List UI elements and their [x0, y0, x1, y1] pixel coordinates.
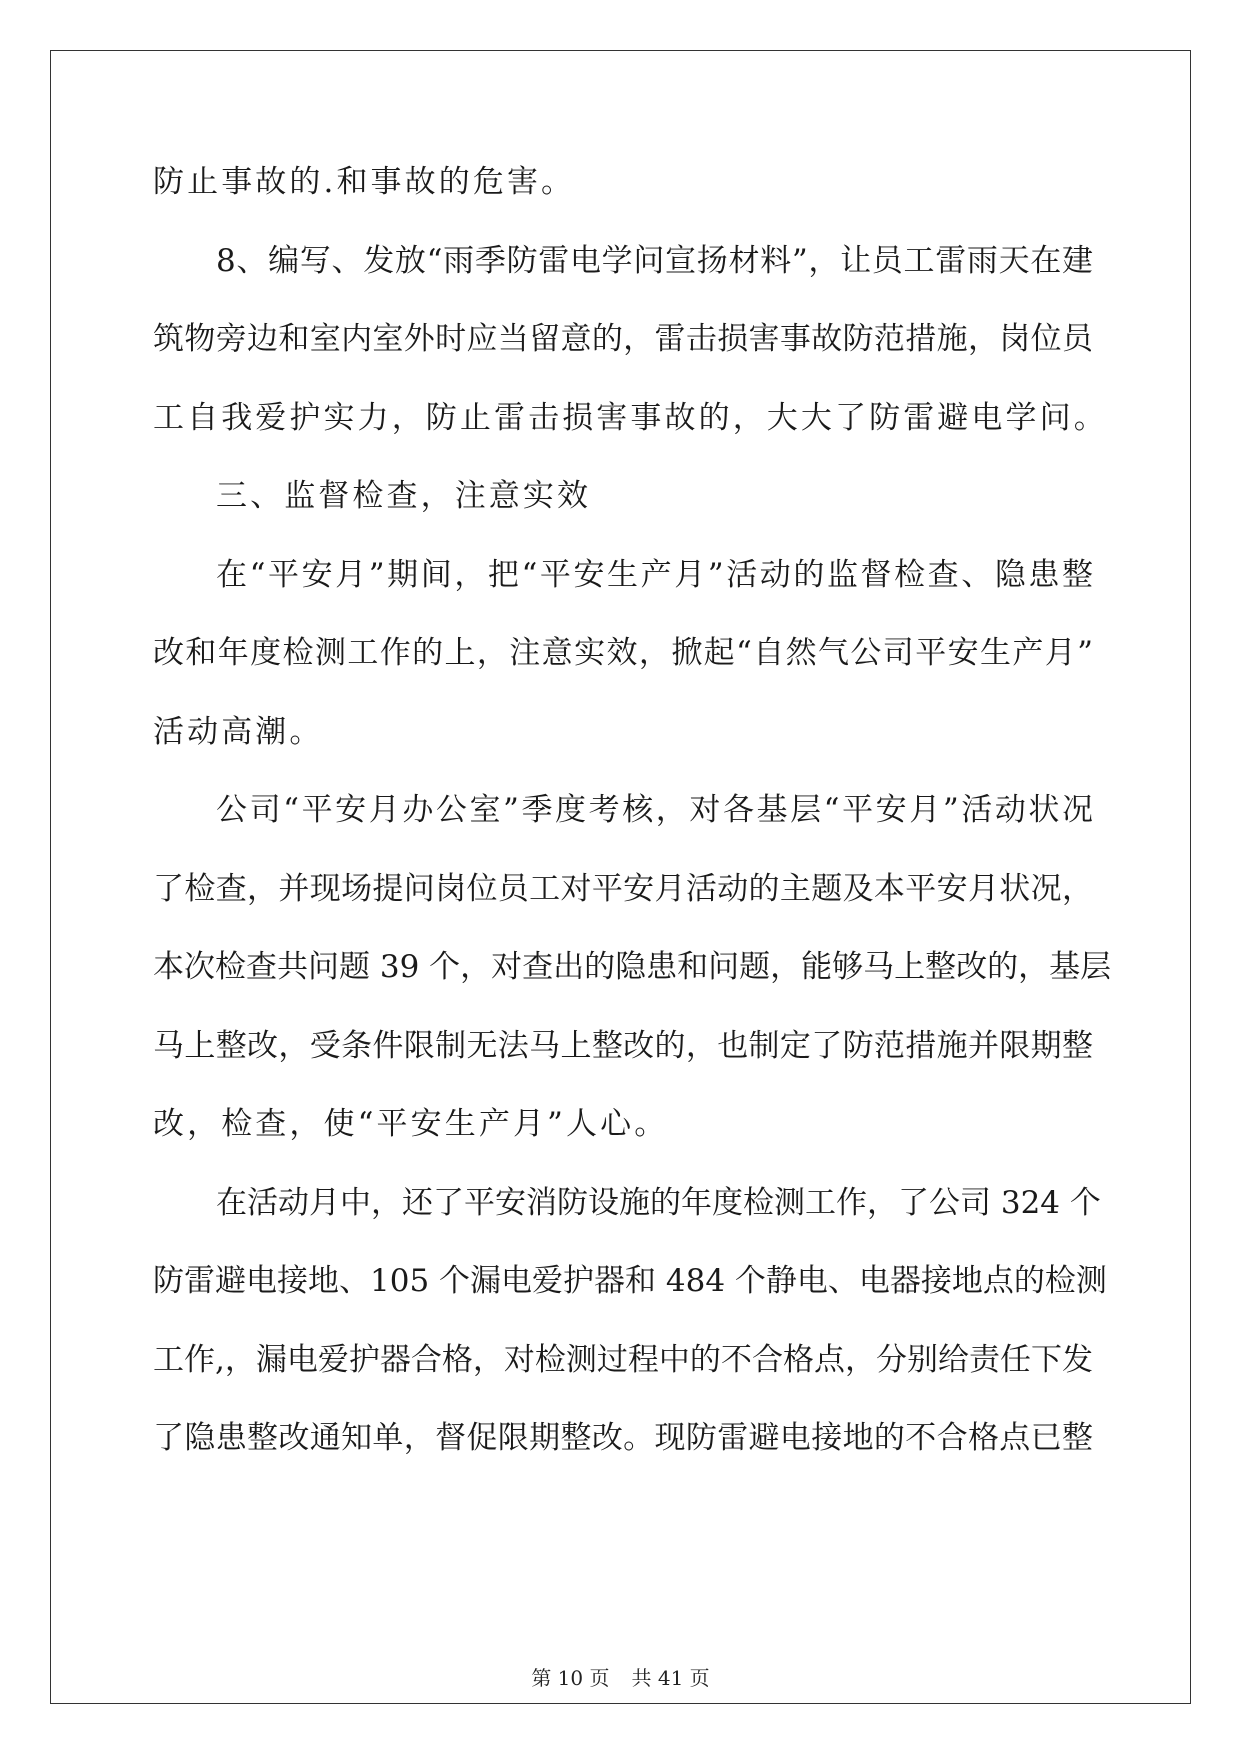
- text-line: 在活动月中，还了平安消防设施的年度检测工作，了公司 324 个: [216, 1184, 1101, 1221]
- text-line: 防雷避电接地、105 个漏电爱护器和 484 个静电、电器接地点的检测: [153, 1263, 1107, 1299]
- text-line: 改和年度检测工作的上，注意实效，掀起“自然气公司平安生产月”: [153, 635, 1093, 671]
- text-line: 筑物旁边和室内室外时应当留意的，雷击损害事故防范措施，岗位员: [153, 321, 1093, 357]
- page-number: 第 10 页: [531, 1666, 610, 1690]
- text-line: 马上整改，受条件限制无法马上整改的，也制定了防范措施并限期整: [153, 1027, 1093, 1064]
- text-line: 改，检查，使“平安生产月”人心。: [153, 1106, 669, 1142]
- text-line: 8、编写、发放“雨季防雷电学问宣扬材料”，让员工雷雨天在建: [216, 242, 1093, 279]
- text-line: 工作,，漏电爱护器合格，对检测过程中的不合格点，分别给责任下发: [153, 1341, 1093, 1378]
- text-line: 了隐患整改通知单，督促限期整改。现防雷避电接地的不合格点已整: [153, 1420, 1093, 1456]
- page-total: 共 41 页: [631, 1666, 710, 1690]
- page-footer: [0, 1662, 1241, 1691]
- text-line: 活动高潮。: [153, 713, 324, 750]
- text-line: 工自我爱护实力，防止雷击损害事故的，大大了防雷避电学问。: [153, 399, 1108, 436]
- document-body: [153, 162, 1112, 1497]
- section-heading: 三、监督检查，注意实效: [216, 478, 592, 514]
- text-line: 了检查，并现场提问岗位员工对平安月活动的主题及本平安月状况，: [153, 870, 1093, 907]
- text-line: 防止事故的.和事故的危害。: [153, 164, 576, 200]
- text-line: 公司“平安月办公室”季度考核，对各基层“平安月”活动状况: [216, 792, 1093, 828]
- text-line: 在“平安月”期间，把“平安生产月”活动的监督检查、隐患整: [216, 556, 1093, 593]
- text-line: 本次检查共问题 39 个，对查出的隐患和问题，能够马上整改的，基层: [153, 949, 1112, 985]
